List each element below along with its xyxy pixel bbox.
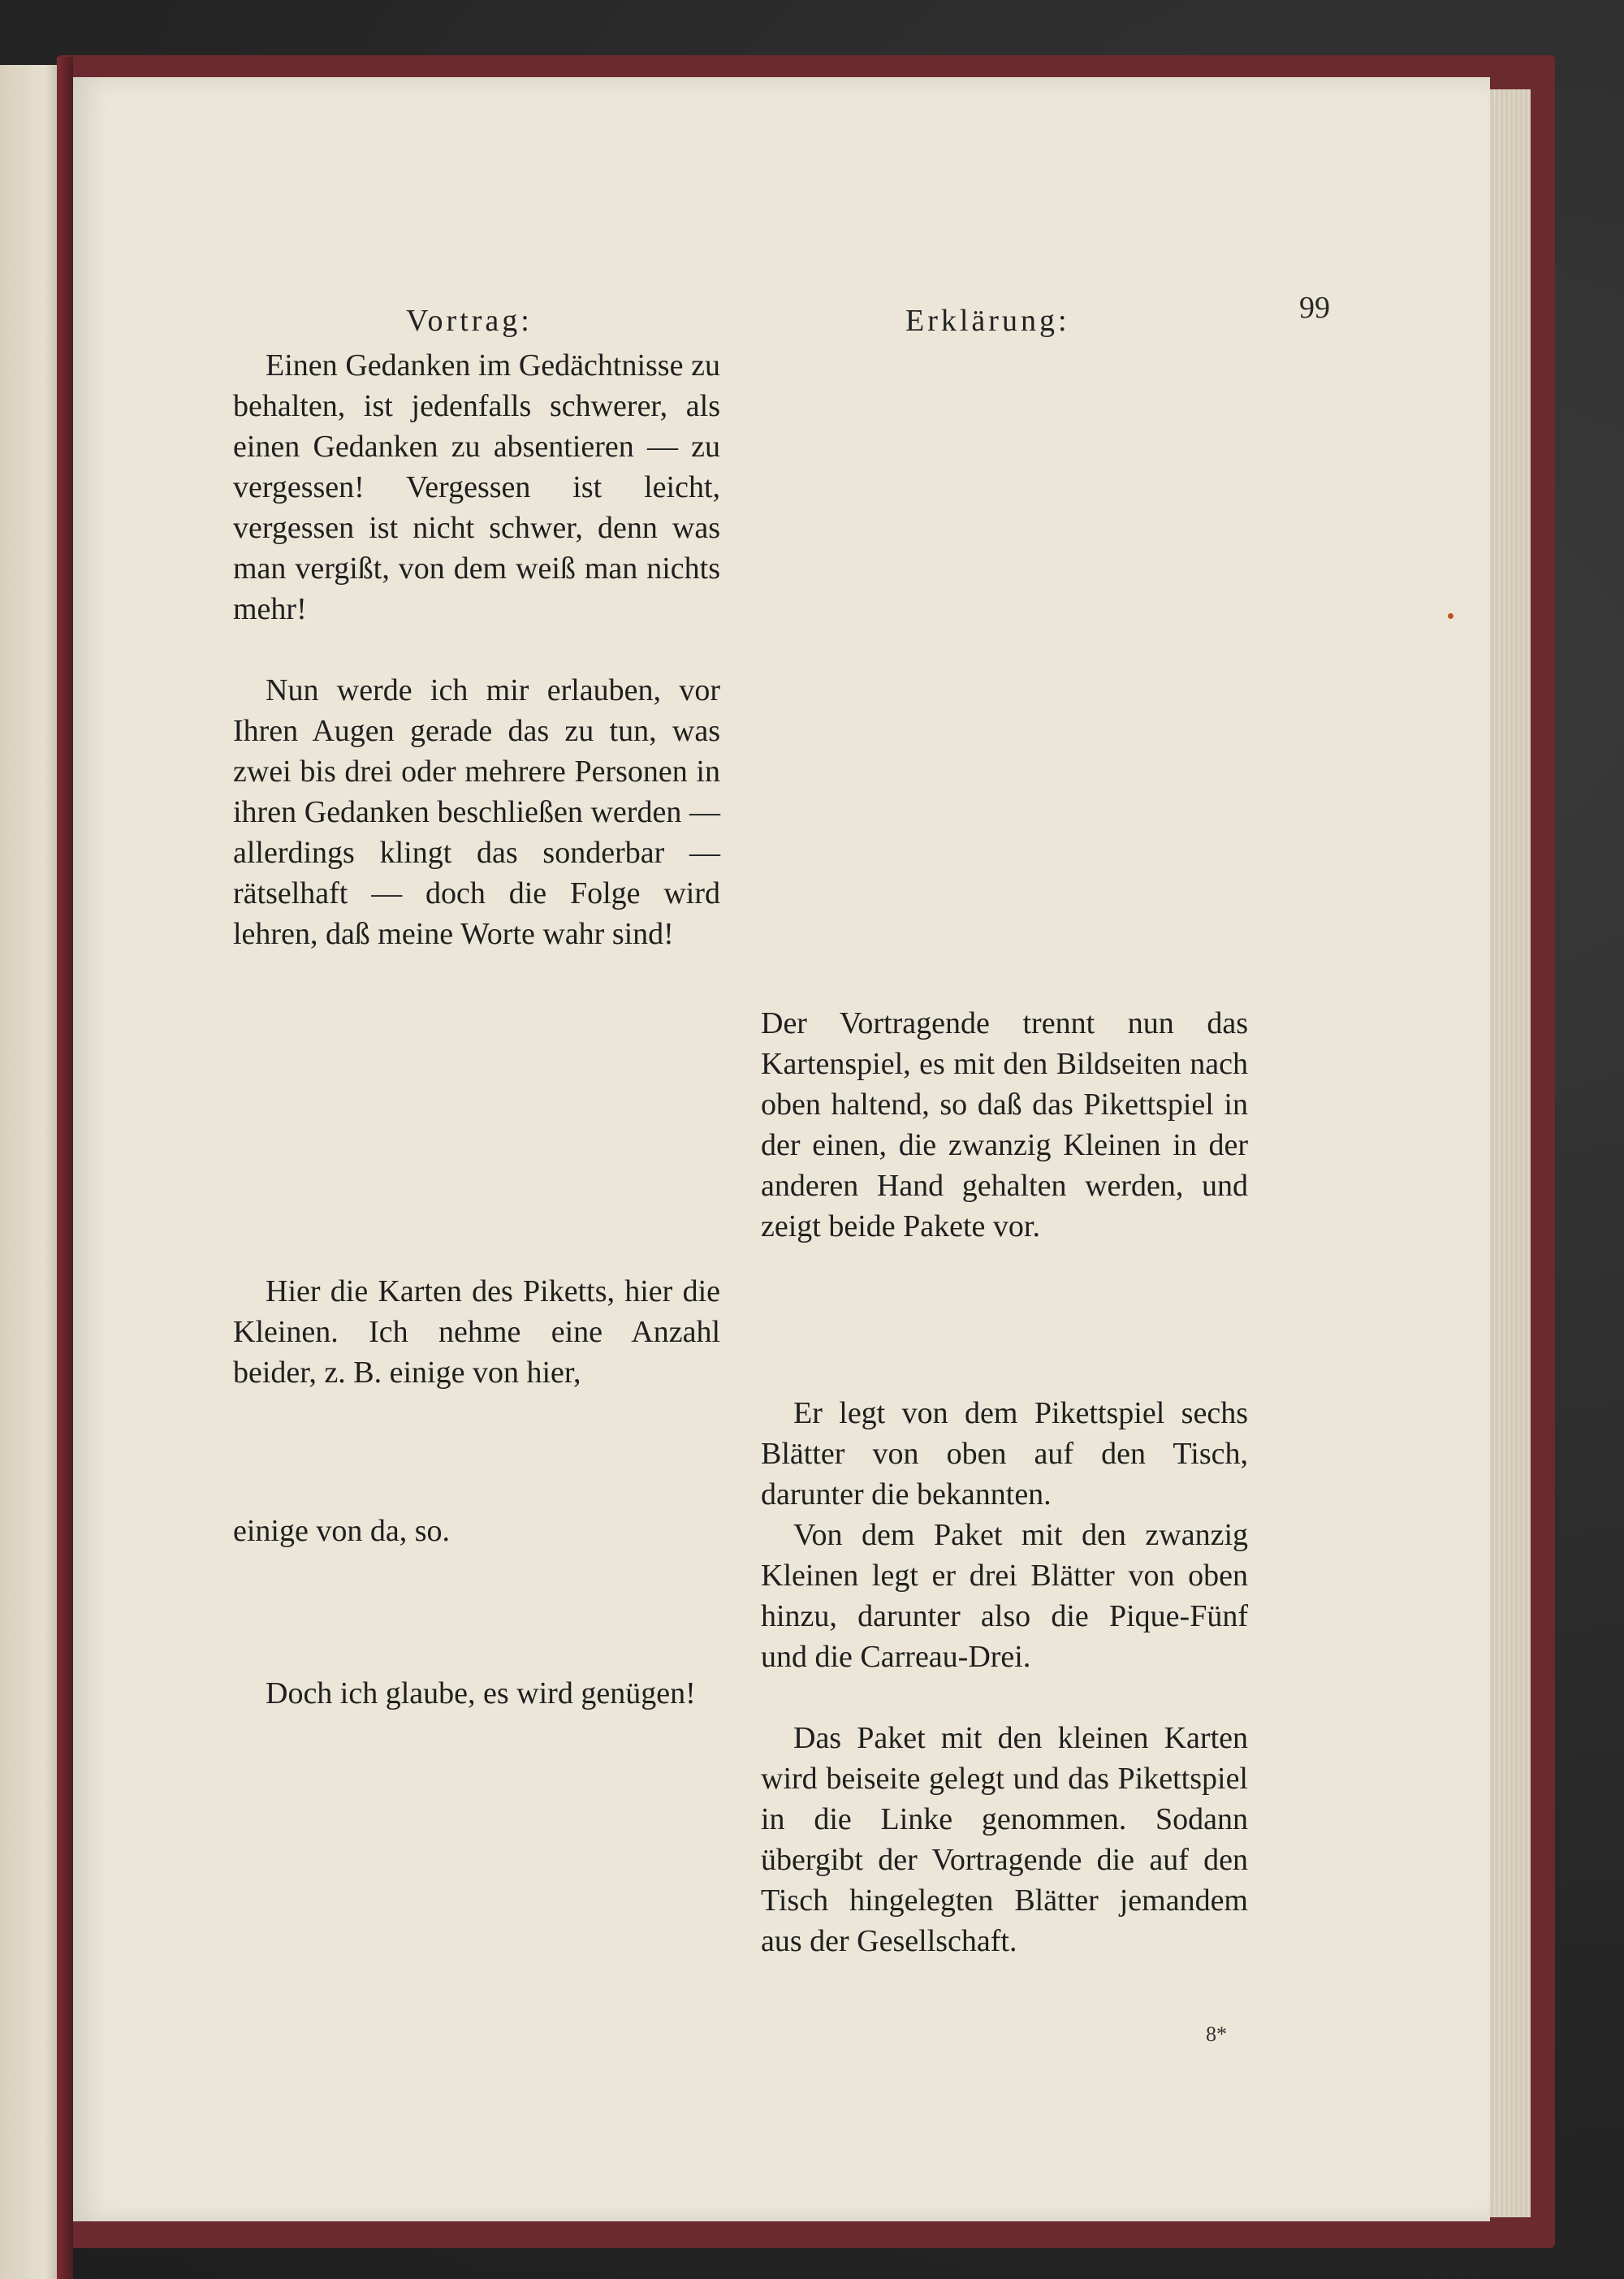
signature-mark: 8* xyxy=(1206,2022,1227,2046)
binding-gutter xyxy=(57,57,73,2279)
left-paragraph-2: Nun werde ich mir erlauben, vor Ihren Augen gerade das zu tun, was zwei bis drei oder mehrere Personen in ihren Gedanken beschließen werden — allerdings klingt das sonderbar — rätselhaft — doch die Folge wird lehren, daß meine Worte wahr sind! xyxy=(233,673,720,951)
right-heading: Erklärung: xyxy=(905,304,1070,338)
paper-stain xyxy=(1448,613,1453,619)
right-paragraph-3: Von dem Paket mit den zwanzig Kleinen legt er drei Blätter von oben hinzu, darunter also die Pique-Fünf und die Carreau-Drei. xyxy=(761,1518,1248,1674)
right-paragraph-2: Er legt von dem Pikettspiel sechs Blätter von oben auf den Tisch, darunter die bekannten. xyxy=(761,1396,1248,1511)
right-paragraph-1: Der Vortragende trennt nun das Kartenspiel, es mit den Bildseiten nach oben haltend, so daß das Pikettspiel in der einen, die zwanzig Kleinen in der anderen Hand gehalten werden, und zeigt beide Pakete vor. xyxy=(761,1006,1248,1243)
left-paragraph-4: einige von da, so. xyxy=(233,1514,451,1548)
facing-page xyxy=(0,65,63,2279)
right-paragraph-4: Das Paket mit den kleinen Karten wird beiseite gelegt und das Pikettspiel in die Linke genommen. Sodann übergibt der Vortragende die auf den Tisch hingelegten Blätter jemandem aus der Gesellschaft. xyxy=(761,1721,1248,1958)
book-page xyxy=(73,77,1490,2221)
left-heading: Vortrag: xyxy=(406,304,533,338)
page-number: 99 xyxy=(1299,291,1330,325)
left-paragraph-3: Hier die Karten des Piketts, hier die Kleinen. Ich nehme eine Anzahl beider, z. B. einige von hier, xyxy=(233,1274,720,1390)
left-paragraph-1: Einen Gedanken im Gedächtnisse zu behalten, ist jedenfalls schwerer, als einen Gedanken zu absentieren — zu vergessen! Vergessen ist leicht, vergessen ist nicht schwer, denn was man vergißt, von dem weiß man nichts mehr! xyxy=(233,348,720,626)
left-paragraph-5: Doch ich glaube, es wird genügen! xyxy=(266,1676,696,1710)
